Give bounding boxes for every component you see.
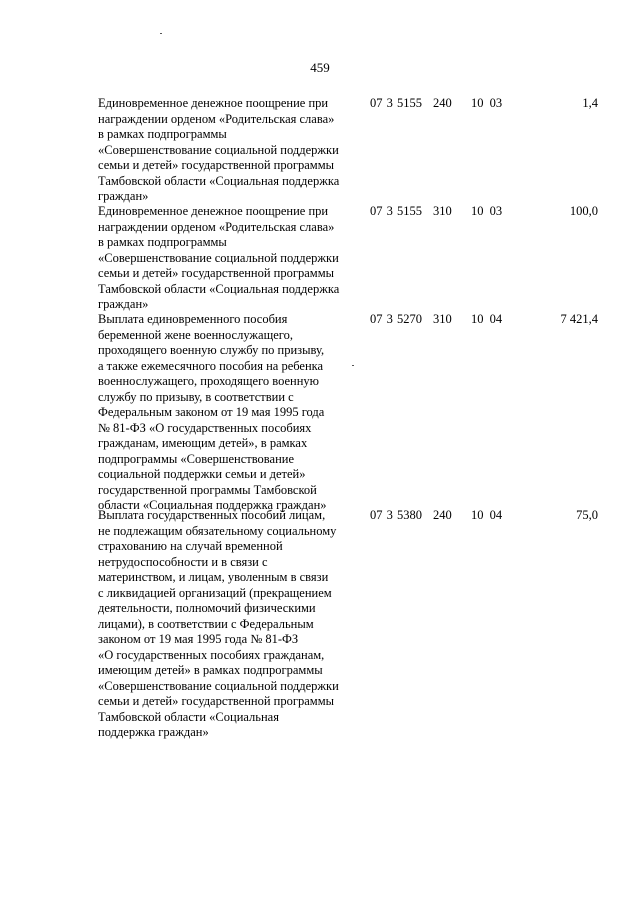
row-amount: 100,0	[569, 204, 598, 218]
row-description: Выплата единовременного пособия беременной жене военнослужащего, проходящего военную службу по призыву, а также ежемесячного пособия на ребенка военнослужащего, проходящего военную службу по призыву, в соответствии с Федеральным законом от 19 мая 1995 года № 81-ФЗ «О государственных пособиях гражданам, имеющим детей», в рамках подпрограммы «Совершенствование социальной поддержки семьи и детей» государственной программы Тамбовской области «Социальная поддержка граждан»	[98, 312, 327, 512]
row-description: Единовременное денежное поощрение при награждении орденом «Родительская слава» в рамках подпрограммы «Совершенствование социальной поддержки семьи и детей» государственной программы Тамбовской области «Социальная поддержка граждан»	[98, 204, 340, 311]
row-section-code: 10 03	[471, 204, 503, 218]
row-expense-type: 240	[433, 96, 452, 110]
row-expense-type: 240	[433, 508, 452, 522]
row-section-code: 10 03	[471, 96, 503, 110]
row-description: Выплата государственных пособий лицам, не подлежащим обязательному социальному страхованию на случай временной нетрудоспособности и в связи с материнством, и лицам, уволенным в связи с ликвидацией организаций (прекращением деятельности, полномочий физическими лицами), в соответствии с Федеральным законом от 19 мая 1995 года № 81-ФЗ «О государственных пособиях гражданам, имеющим детей» в рамках подпрограммы «Совершенствование социальной поддержки семьи и детей» государственной программы Тамбовской области «Социальная поддержка граждан»	[98, 508, 339, 739]
row-target-code: 07 3 5270	[370, 312, 422, 326]
scan-speck	[160, 33, 162, 34]
row-amount: 1,4	[582, 96, 598, 110]
row-target-code: 07 3 5155	[370, 204, 422, 218]
row-section-code: 10 04	[471, 312, 503, 326]
row-target-code: 07 3 5380	[370, 508, 422, 522]
row-target-code: 07 3 5155	[370, 96, 422, 110]
row-amount: 7 421,4	[560, 312, 598, 326]
row-amount: 75,0	[576, 508, 598, 522]
row-description: Единовременное денежное поощрение при награждении орденом «Родительская слава» в рамках подпрограммы «Совершенствование социальной поддержки семьи и детей» государственной программы Тамбовской области «Социальная поддержка граждан»	[98, 96, 340, 203]
page-number: 459	[310, 60, 330, 75]
row-expense-type: 310	[433, 312, 452, 326]
row-expense-type: 310	[433, 204, 452, 218]
row-section-code: 10 04	[471, 508, 503, 522]
